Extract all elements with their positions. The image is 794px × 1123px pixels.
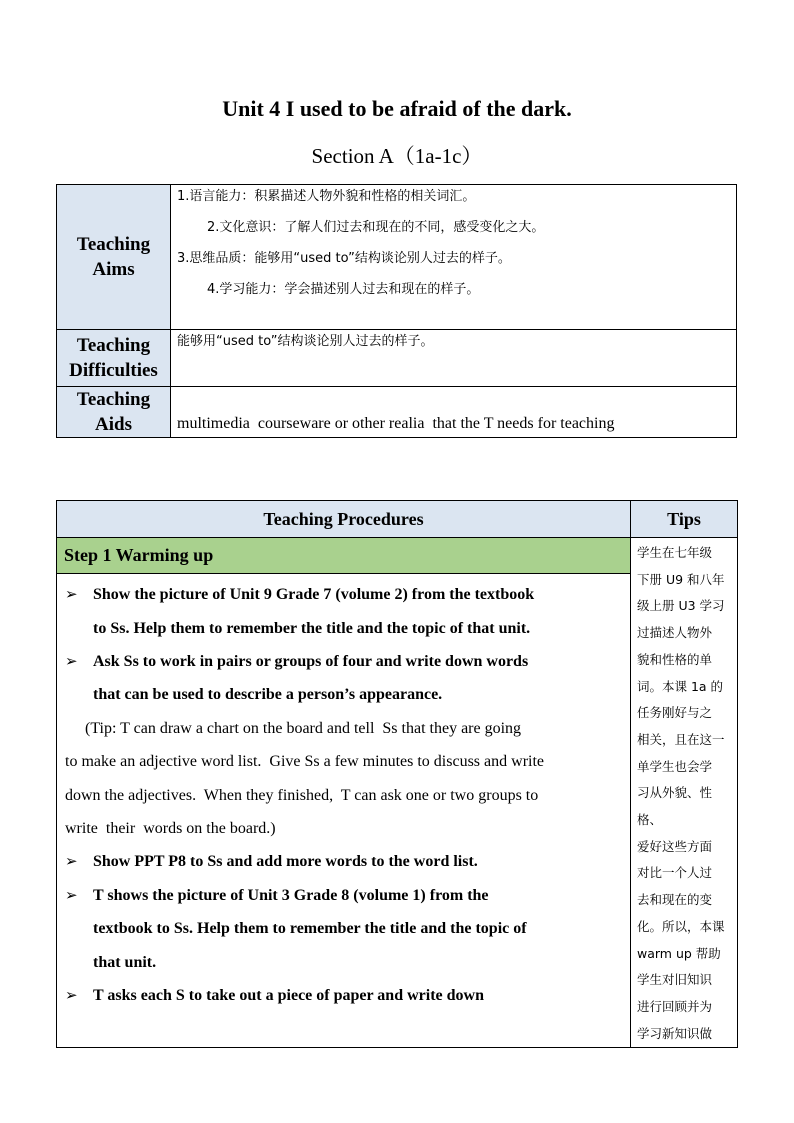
tip-line: 相关，且在这一: [637, 731, 725, 747]
tip-paragraph: [65, 712, 622, 846]
label-line: Difficulties: [69, 360, 158, 381]
bullet-item: [65, 578, 622, 645]
label-line: Teaching: [76, 335, 151, 356]
tip-line: 学生在七年级: [637, 545, 713, 560]
aim-item: 2.文化意识：了解人们过去和现在的不同，感受变化之大。: [207, 220, 545, 235]
teaching-aids-label: [57, 387, 171, 438]
teaching-difficulties-label: [57, 330, 171, 387]
tip-line: 对比一个人过: [637, 865, 713, 881]
tip-line: 习从外貌、性格、: [637, 785, 713, 828]
teaching-aims-label: [57, 185, 171, 330]
teaching-difficulties-content: [171, 330, 737, 387]
bullet-line: T shows the picture of Unit 3 Grade 8 (volume 1) from the: [93, 886, 489, 904]
label-line: Aims: [92, 259, 135, 280]
bullet-line: T asks each S to take out a piece of paper and write down: [93, 987, 484, 1005]
bullet-line: that unit.: [93, 953, 157, 971]
aim-item: 4.学习能力：学会描述别人过去和现在的样子。: [207, 282, 480, 297]
arrow-bullet-icon: ➢: [65, 986, 78, 1005]
tip-line: 化。所以，本课: [637, 918, 725, 934]
bullet-line: textbook to Ss. Help them to remember the title and the topic of: [93, 920, 527, 938]
tip-line: 任务刚好与之: [637, 705, 713, 721]
arrow-bullet-icon: ➢: [65, 651, 78, 670]
tip-line: 过描述人物外: [637, 625, 713, 641]
tip-line: 去和现在的变: [637, 892, 713, 908]
arrow-bullet-icon: ➢: [65, 885, 78, 904]
label-line: Aids: [95, 414, 132, 435]
section-subtitle: Section A（1a-1c）: [311, 144, 483, 168]
bullet-line: that can be used to describe a person’s appearance.: [93, 686, 443, 704]
difficulties-text: 能够用“used to”结构谈论别人过去的样子。: [177, 334, 434, 349]
tip-line: 学习新知识做: [637, 1025, 713, 1041]
bullet-item: [65, 645, 622, 712]
teaching-aids-content: multimedia courseware or other realia that the T needs for teaching: [171, 387, 737, 438]
tip-paragraph-line: down the adjectives. When they finished, T can ask one or two groups to: [65, 786, 539, 804]
label-line: Teaching: [76, 389, 151, 410]
bullet-line: to Ss. Help them to remember the title and the topic of that unit.: [93, 619, 531, 637]
bullet-line: Show PPT P8 to Ss and add more words to the word list.: [93, 853, 478, 871]
teaching-aims-content: [171, 185, 737, 330]
step-title: Step 1 Warming up: [57, 538, 631, 574]
tip-line: 爱好这些方面: [637, 838, 713, 854]
tip-paragraph-line: (Tip: T can draw a chart on the board and tell Ss that they are going: [65, 719, 522, 737]
tip-line: 级上册 U3 学习: [637, 598, 725, 614]
procedure-content: [57, 574, 631, 1048]
bullet-item: [65, 979, 622, 1012]
aim-item: 3.思维品质：能够用“used to”结构谈论别人过去的样子。: [177, 251, 511, 266]
tip-line: warm up 帮助: [637, 945, 721, 961]
tip-line: 貌和性格的单: [637, 651, 713, 667]
aim-item: 1.语言能力：积累描述人物外貌和性格的相关词汇。: [177, 189, 476, 204]
procedures-table: [56, 500, 738, 1048]
bullet-line: Show the picture of Unit 9 Grade 7 (volume 2) from the textbook: [93, 586, 535, 604]
tip-line: 词。本课 1a 的: [637, 678, 724, 694]
tip-line: 单学生也会学: [637, 758, 713, 774]
tips-content: [631, 538, 738, 1048]
procedures-header: Teaching Procedures: [57, 501, 631, 538]
arrow-bullet-icon: ➢: [65, 852, 78, 871]
tip-line: 学生对旧知识: [637, 972, 713, 988]
bullet-line: Ask Ss to work in pairs or groups of four and write down words: [93, 652, 529, 670]
bullet-item: [65, 879, 622, 979]
tip-paragraph-line: to make an adjective word list. Give Ss a few minutes to discuss and write: [65, 753, 545, 771]
tip-line: 下册 U9 和八年: [637, 571, 725, 587]
tip-paragraph-line: write their words on the board.): [65, 819, 276, 837]
bullet-item: [65, 845, 622, 878]
label-line: Teaching: [76, 234, 151, 255]
document-title: Unit 4 I used to be afraid of the dark.: [222, 96, 572, 121]
teaching-info-table: [56, 184, 737, 438]
arrow-bullet-icon: ➢: [65, 585, 78, 604]
tips-header: Tips: [631, 501, 738, 538]
tip-line: 进行回顾并为: [637, 998, 713, 1014]
